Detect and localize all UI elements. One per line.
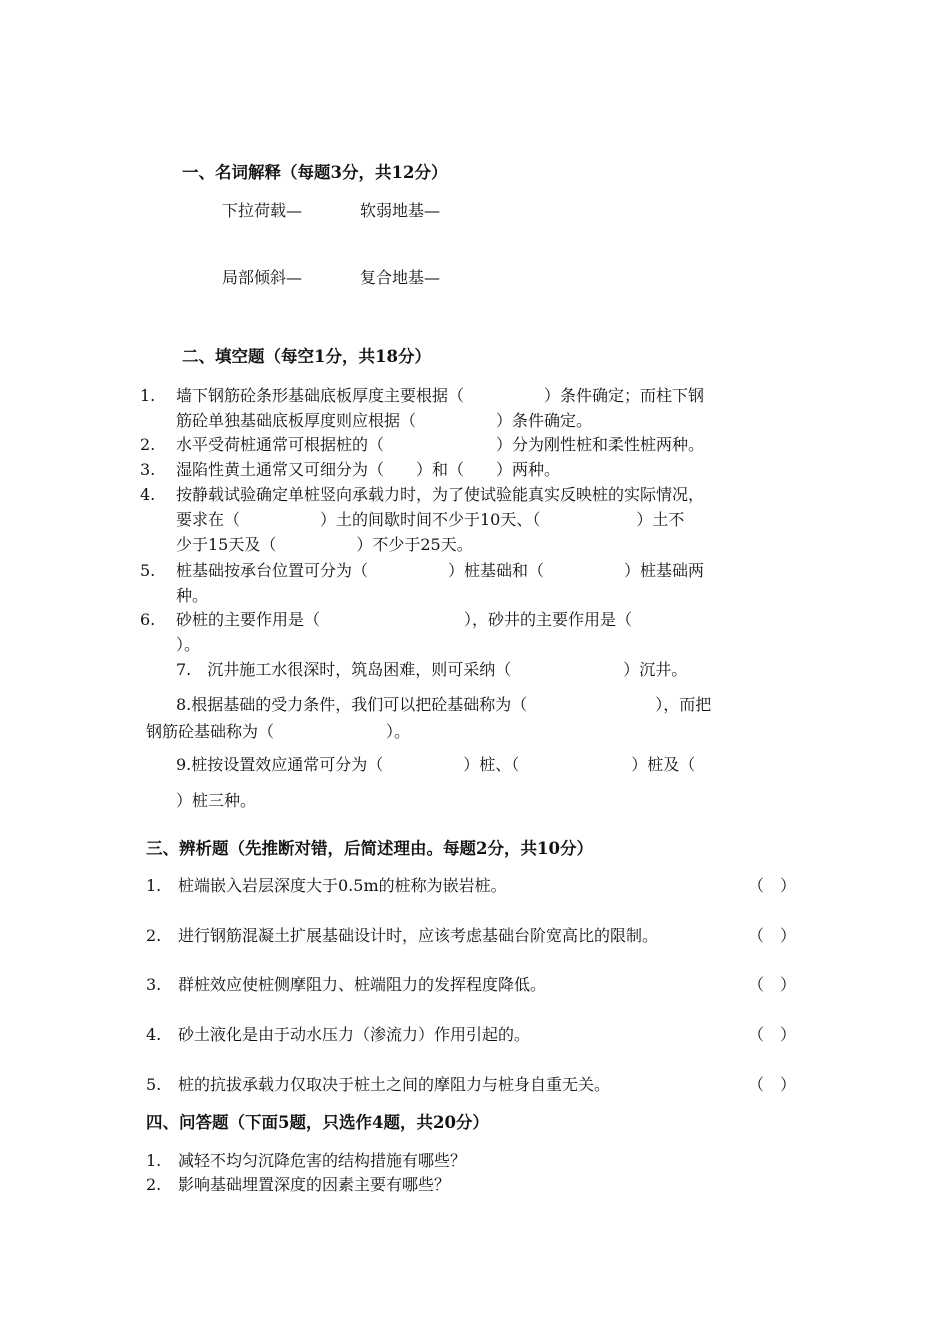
q6-line-2: ）。: [176, 635, 201, 654]
s3-item-5-answer-blank: （ ）: [748, 1075, 797, 1094]
q1-line-2: 筋砼单独基础底板厚度则应根据（ ）条件确定。: [176, 411, 593, 430]
s3-item-1-answer-blank: （ ）: [748, 876, 797, 895]
s3-item-2-text: 进行钢筋混凝土扩展基础设计时，应该考虑基础台阶宽高比的限制。: [178, 926, 659, 945]
q8-line-1: 8.根据基础的受力条件，我们可以把砼基础称为（ ），而把: [176, 695, 712, 714]
q4-line-2: 要求在（ ）土的间歇时间不少于10天、（ ）土不: [176, 510, 685, 529]
q1-line-1: 墙下钢筋砼条形基础底板厚度主要根据（ ）条件确定；而柱下钢: [176, 386, 705, 405]
s4-item-1-number: 1.: [146, 1151, 162, 1170]
q1-number: 1.: [140, 386, 156, 405]
q9-line-2: ）桩三种。: [176, 791, 257, 810]
term-2: 软弱地基—: [360, 201, 441, 220]
term-4: 复合地基—: [360, 268, 441, 287]
section-2-heading: 二、填空题（每空1分，共18分）: [182, 347, 431, 366]
q3-line-1: 湿陷性黄土通常又可细分为（ ）和（ ）两种。: [176, 460, 561, 479]
s3-item-4-text: 砂土液化是由于动水压力（渗流力）作用引起的。: [178, 1025, 531, 1044]
q7-line-1: 7. 沉井施工水很深时，筑岛困难，则可采纳（ ）沉井。: [176, 660, 688, 679]
q5-line-1: 桩基础按承台位置可分为（ ）桩基础和（ ）桩基础两: [176, 561, 705, 580]
s4-item-1-text: 减轻不均匀沉降危害的结构措施有哪些？: [178, 1151, 467, 1170]
s3-item-3-answer-blank: （ ）: [748, 975, 797, 994]
s4-item-2-number: 2.: [146, 1175, 162, 1194]
section-3-heading: 三、辨析题（先推断对错，后简述理由。每题2分，共10分）: [146, 839, 593, 858]
q4-number: 4.: [140, 485, 156, 504]
q9-line-1: 9.桩按设置效应通常可分为（ ）桩、（ ）桩及（: [176, 755, 696, 774]
term-1: 下拉荷载—: [222, 201, 303, 220]
q2-line-1: 水平受荷桩通常可根据桩的（ ）分为刚性桩和柔性桩两种。: [176, 435, 705, 454]
q2-number: 2.: [140, 435, 156, 454]
s3-item-3-number: 3.: [146, 975, 162, 994]
section-4-heading: 四、问答题（下面5题，只选作4题，共20分）: [146, 1113, 489, 1132]
q5-number: 5.: [140, 561, 156, 580]
q3-number: 3.: [140, 460, 156, 479]
section-1-heading: 一、名词解释（每题3分，共12分）: [182, 163, 448, 182]
s3-item-5-text: 桩的抗拔承载力仅取决于桩土之间的摩阻力与桩身自重无关。: [178, 1075, 611, 1094]
s3-item-2-number: 2.: [146, 926, 162, 945]
q4-line-1: 按静载试验确定单桩竖向承载力时，为了使试验能真实反映桩的实际情况，: [176, 485, 705, 504]
s3-item-2-answer-blank: （ ）: [748, 926, 797, 945]
s3-item-4-answer-blank: （ ）: [748, 1025, 797, 1044]
s3-item-4-number: 4.: [146, 1025, 162, 1044]
s3-item-3-text: 群桩效应使桩侧摩阻力、桩端阻力的发挥程度降低。: [178, 975, 547, 994]
q8-line-2: 钢筋砼基础称为（ ）。: [146, 722, 411, 741]
term-3: 局部倾斜—: [222, 268, 303, 287]
s3-item-1-number: 1.: [146, 876, 162, 895]
q5-line-2: 种。: [176, 586, 209, 605]
q6-number: 6.: [140, 610, 156, 629]
s3-item-5-number: 5.: [146, 1075, 162, 1094]
s3-item-1-text: 桩端嵌入岩层深度大于0.5m的桩称为嵌岩桩。: [178, 876, 507, 895]
s4-item-2-text: 影响基础埋置深度的因素主要有哪些？: [178, 1175, 451, 1194]
q6-line-1: 砂桩的主要作用是（ ），砂井的主要作用是（: [176, 610, 633, 629]
q4-line-3: 少于15天及（ ）不少于25天。: [176, 535, 473, 554]
